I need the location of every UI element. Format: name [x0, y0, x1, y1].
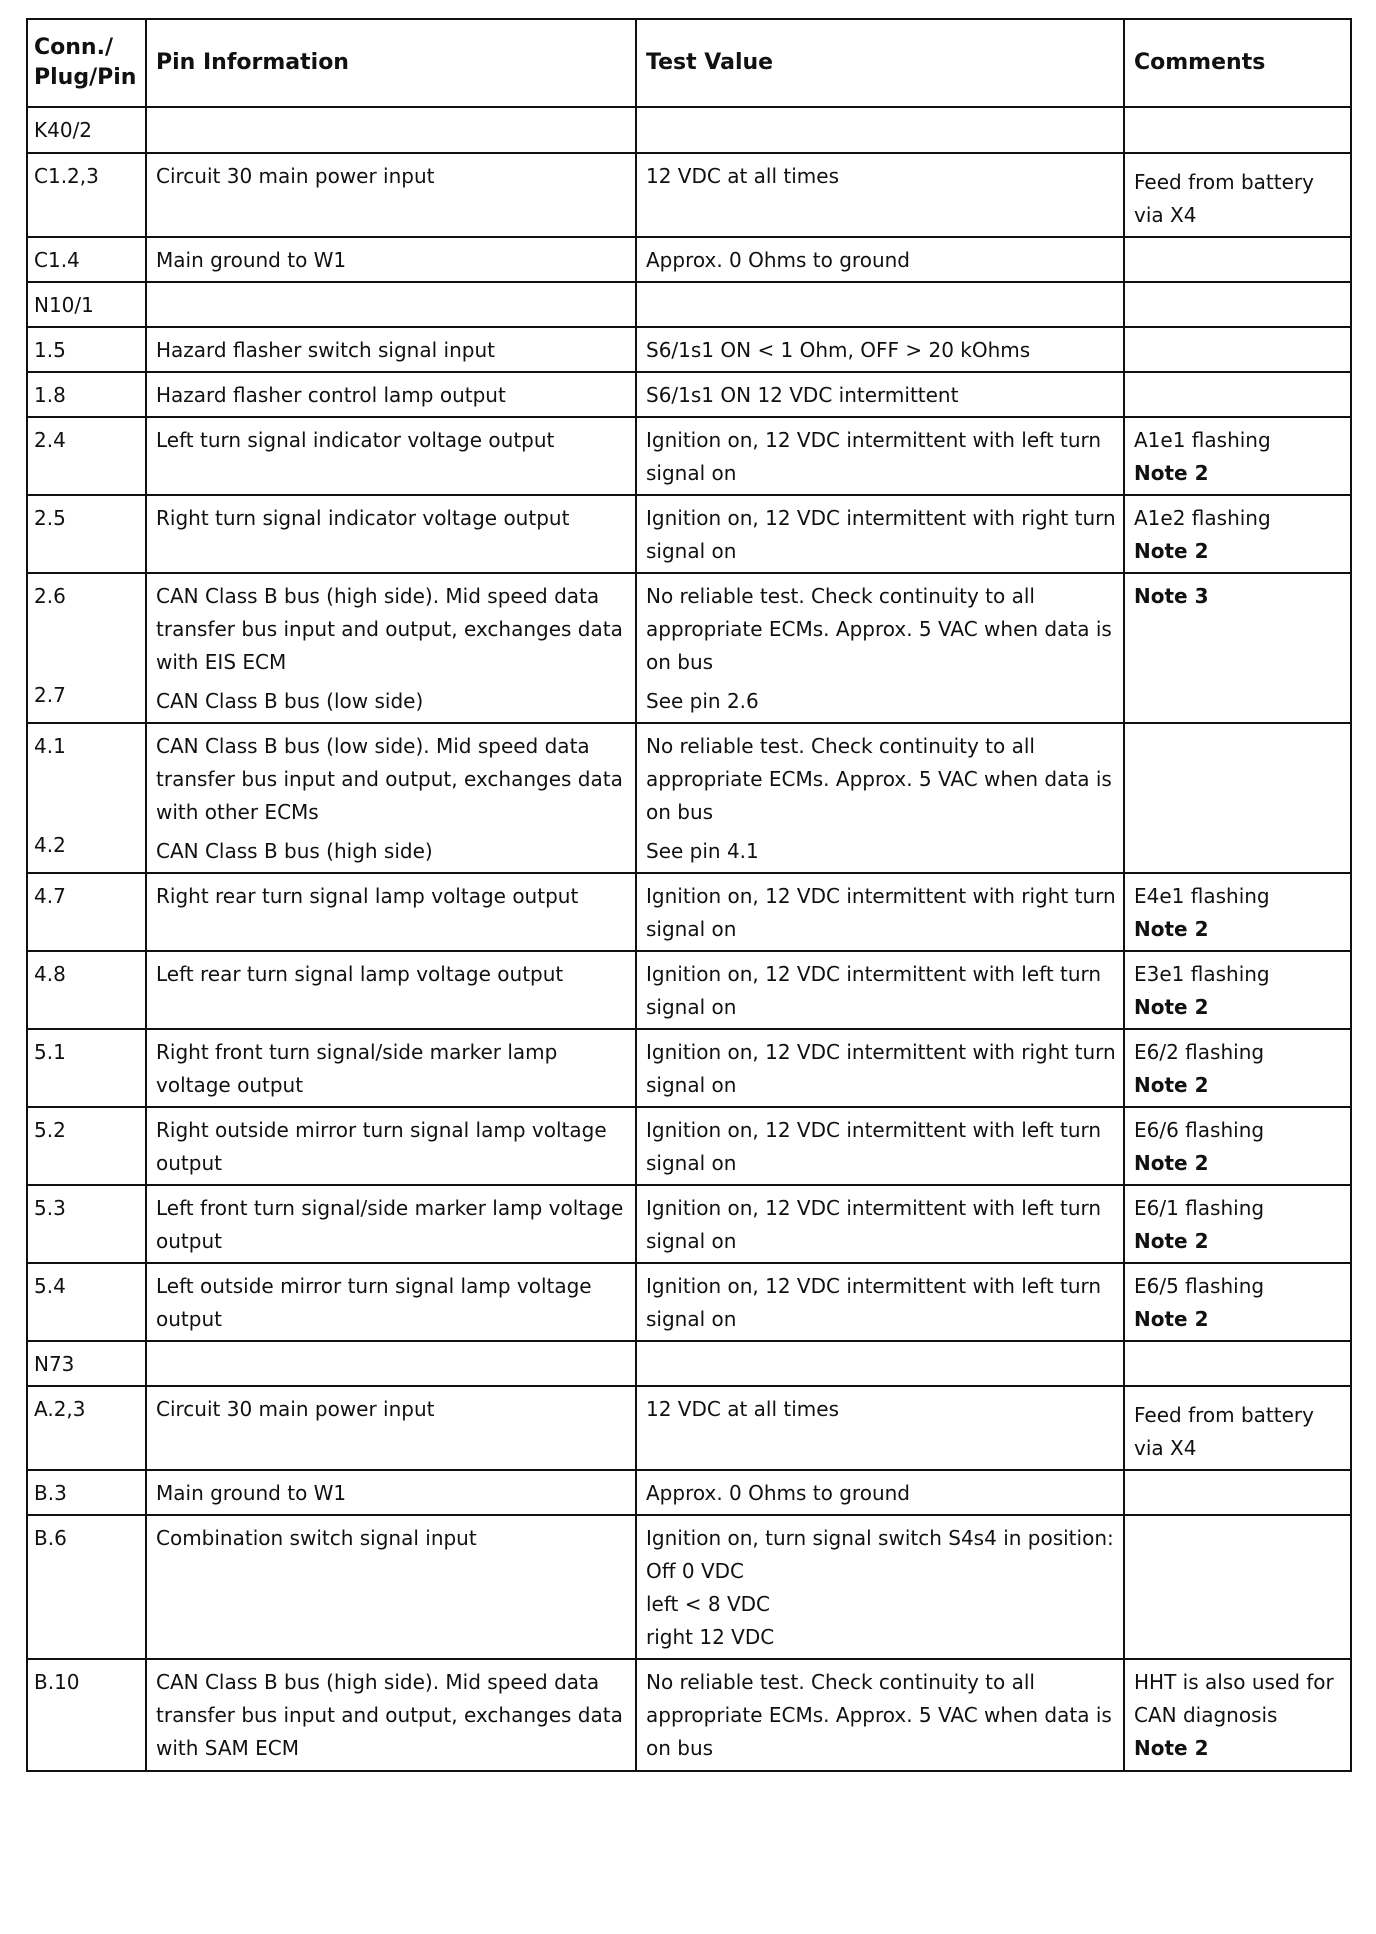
comment-text: A1e2 flashing [1134, 506, 1271, 530]
conn-cell [27, 495, 146, 573]
comment-text: E6/6 flashing [1134, 1118, 1265, 1142]
comment-text: CAN diagnosis [1134, 1703, 1278, 1727]
pin-information-cell [146, 1263, 636, 1341]
conn-cell [27, 417, 146, 495]
table-row [27, 153, 1351, 237]
pin-information-text: CAN Class B bus (low side) [156, 689, 424, 713]
test-value-cell [636, 1659, 1124, 1771]
conn-cell [27, 1386, 146, 1470]
header-comments: Comments [1124, 19, 1351, 107]
comments-cell [1124, 372, 1351, 417]
test-value-cell [636, 417, 1124, 495]
pin-information-text: Left front turn signal/side marker lamp voltage output [156, 1196, 624, 1253]
test-value-text: Ignition on, 12 VDC intermittent with right turn signal on [646, 1040, 1116, 1097]
comment-text: E3e1 flashing [1134, 962, 1270, 986]
comment-text: E6/1 flashing [1134, 1196, 1265, 1220]
comments-cell [1124, 723, 1351, 873]
test-value-text: Ignition on, 12 VDC intermittent with right turn signal on [646, 506, 1116, 563]
conn-pin-id: 4.2 [34, 833, 66, 857]
table-row [27, 417, 1351, 495]
comment-text: E6/5 flashing [1134, 1274, 1265, 1298]
comments-cell [1124, 327, 1351, 372]
pin-information-cell [146, 327, 636, 372]
conn-pin-id: 5.3 [34, 1196, 66, 1220]
conn-cell [27, 153, 146, 237]
test-value-cell [636, 573, 1124, 723]
pin-information-text: CAN Class B bus (high side). Mid speed data transfer bus input and output, exchanges data with EIS ECM [156, 584, 623, 674]
table-row [27, 1515, 1351, 1659]
conn-pin-id: C1.4 [34, 248, 80, 272]
pin-information-cell [146, 282, 636, 327]
test-value-line: left < 8 VDC [646, 1592, 770, 1616]
conn-cell [27, 1185, 146, 1263]
test-value-cell [636, 107, 1124, 153]
comments-cell [1124, 1515, 1351, 1659]
comments-cell [1124, 873, 1351, 951]
comments-cell [1124, 951, 1351, 1029]
table-row [27, 1029, 1351, 1107]
conn-pin-id: 1.5 [34, 338, 66, 362]
test-value-text: No reliable test. Check continuity to all appropriate ECMs. Approx. 5 VAC when data is on bus [646, 1670, 1112, 1760]
pin-information-text: Hazard flasher switch signal input [156, 338, 495, 362]
note-reference: Note 3 [1134, 584, 1209, 608]
comment-text: via X4 [1134, 203, 1197, 227]
comments-cell [1124, 1341, 1351, 1386]
table-row [27, 495, 1351, 573]
pin-information-cell [146, 107, 636, 153]
comments-cell [1124, 282, 1351, 327]
table-row [27, 237, 1351, 282]
comment-text: Feed from battery [1134, 170, 1314, 194]
pin-information-cell [146, 372, 636, 417]
table-row [27, 1107, 1351, 1185]
comments-cell [1124, 417, 1351, 495]
pin-information-cell [146, 873, 636, 951]
pin-information-cell [146, 573, 636, 723]
pin-information-cell [146, 1470, 636, 1515]
pin-information-text: Right front turn signal/side marker lamp voltage output [156, 1040, 558, 1097]
test-value-text: 12 VDC at all times [646, 164, 839, 188]
test-value-cell [636, 1470, 1124, 1515]
comments-cell [1124, 495, 1351, 573]
test-value-cell [636, 327, 1124, 372]
conn-cell [27, 1029, 146, 1107]
test-value-cell [636, 873, 1124, 951]
comments-cell [1124, 573, 1351, 723]
test-value-cell [636, 1386, 1124, 1470]
table-row [27, 573, 1351, 723]
pin-information-text: Circuit 30 main power input [156, 1397, 435, 1421]
test-value-line: Off 0 VDC [646, 1559, 745, 1583]
pin-information-cell [146, 1341, 636, 1386]
conn-pin-id: 2.7 [34, 683, 66, 707]
table-row [27, 951, 1351, 1029]
pin-information-text: CAN Class B bus (high side). Mid speed data transfer bus input and output, exchanges data with SAM ECM [156, 1670, 623, 1760]
comment-text: via X4 [1134, 1436, 1197, 1460]
test-value-cell [636, 1515, 1124, 1659]
conn-cell [27, 372, 146, 417]
note-reference: Note 2 [1134, 1736, 1209, 1760]
conn-cell [27, 873, 146, 951]
conn-pin-id: B.6 [34, 1526, 67, 1550]
conn-cell [27, 951, 146, 1029]
header-pin-information: Pin Information [146, 19, 636, 107]
table-body [27, 107, 1351, 1771]
conn-pin-id: 5.4 [34, 1274, 66, 1298]
comments-cell [1124, 1386, 1351, 1470]
conn-pin-id: 4.1 [34, 734, 66, 758]
conn-pin-id: 4.8 [34, 962, 66, 986]
pin-information-cell [146, 237, 636, 282]
test-value-text: See pin 4.1 [646, 839, 759, 863]
pin-information-cell [146, 1659, 636, 1771]
table-row [27, 873, 1351, 951]
table-row [27, 1263, 1351, 1341]
pin-information-cell [146, 723, 636, 873]
conn-pin-id: K40/2 [34, 118, 93, 142]
pin-information-text: Right outside mirror turn signal lamp voltage output [156, 1118, 607, 1175]
pin-test-table [26, 18, 1352, 1772]
conn-pin-id: 5.2 [34, 1118, 66, 1142]
comment-text: Feed from battery [1134, 1403, 1314, 1427]
pin-information-text: Left turn signal indicator voltage output [156, 428, 555, 452]
test-value-cell [636, 282, 1124, 327]
note-reference: Note 2 [1134, 1151, 1209, 1175]
test-value-cell [636, 495, 1124, 573]
comments-cell [1124, 1263, 1351, 1341]
conn-cell [27, 1107, 146, 1185]
test-value-cell [636, 1341, 1124, 1386]
test-value-text: Ignition on, 12 VDC intermittent with right turn signal on [646, 884, 1116, 941]
test-value-cell [636, 1029, 1124, 1107]
conn-cell [27, 723, 146, 873]
pin-information-cell [146, 153, 636, 237]
test-value-text: Ignition on, 12 VDC intermittent with left turn signal on [646, 1196, 1102, 1253]
note-reference: Note 2 [1134, 461, 1209, 485]
conn-cell [27, 107, 146, 153]
conn-pin-id: 2.6 [34, 584, 66, 608]
conn-cell [27, 1659, 146, 1771]
test-value-cell [636, 951, 1124, 1029]
comment-text: E4e1 flashing [1134, 884, 1270, 908]
table-row [27, 107, 1351, 153]
test-value-cell [636, 723, 1124, 873]
test-value-cell [636, 372, 1124, 417]
pin-information-text: CAN Class B bus (low side). Mid speed data transfer bus input and output, exchanges data with other ECMs [156, 734, 623, 824]
test-value-text: Ignition on, 12 VDC intermittent with left turn signal on [646, 428, 1102, 485]
pin-information-cell [146, 1185, 636, 1263]
comments-cell [1124, 107, 1351, 153]
table-row [27, 1185, 1351, 1263]
test-value-text: Ignition on, 12 VDC intermittent with left turn signal on [646, 962, 1102, 1019]
table-row [27, 282, 1351, 327]
pin-information-text: Left rear turn signal lamp voltage output [156, 962, 564, 986]
conn-pin-id: A.2,3 [34, 1397, 86, 1421]
pin-information-text: Circuit 30 main power input [156, 164, 435, 188]
pin-information-text: Main ground to W1 [156, 248, 347, 272]
table-header-row [27, 19, 1351, 107]
comments-cell [1124, 1470, 1351, 1515]
note-reference: Note 2 [1134, 539, 1209, 563]
conn-cell [27, 327, 146, 372]
pin-information-cell [146, 495, 636, 573]
note-reference: Note 2 [1134, 917, 1209, 941]
conn-pin-id: 2.5 [34, 506, 66, 530]
conn-cell [27, 1341, 146, 1386]
comments-cell [1124, 237, 1351, 282]
conn-cell [27, 1470, 146, 1515]
conn-cell [27, 1263, 146, 1341]
test-value-cell [636, 1263, 1124, 1341]
pin-information-text: Combination switch signal input [156, 1526, 477, 1550]
conn-pin-id: C1.2,3 [34, 164, 99, 188]
pin-information-text: Hazard flasher control lamp output [156, 383, 506, 407]
conn-pin-id: N10/1 [34, 293, 94, 317]
table-row [27, 723, 1351, 873]
pin-information-text: CAN Class B bus (high side) [156, 839, 433, 863]
test-value-text: No reliable test. Check continuity to all appropriate ECMs. Approx. 5 VAC when data is on bus [646, 584, 1112, 674]
conn-cell [27, 1515, 146, 1659]
pin-information-cell [146, 1515, 636, 1659]
test-value-cell [636, 1185, 1124, 1263]
test-value-text: Ignition on, 12 VDC intermittent with left turn signal on [646, 1118, 1102, 1175]
table-row [27, 1386, 1351, 1470]
pin-information-text: Main ground to W1 [156, 1481, 347, 1505]
conn-pin-id: 2.4 [34, 428, 66, 452]
conn-pin-id: 5.1 [34, 1040, 66, 1064]
pin-information-cell [146, 951, 636, 1029]
table-row [27, 1341, 1351, 1386]
test-value-text: Approx. 0 Ohms to ground [646, 248, 910, 272]
conn-pin-id: N73 [34, 1352, 75, 1376]
pin-information-text: Right rear turn signal lamp voltage output [156, 884, 579, 908]
test-value-text: No reliable test. Check continuity to all appropriate ECMs. Approx. 5 VAC when data is on bus [646, 734, 1112, 824]
conn-pin-id: 1.8 [34, 383, 66, 407]
test-value-line: right 12 VDC [646, 1625, 775, 1649]
table-row [27, 1470, 1351, 1515]
header-conn: Conn./ Plug/Pin [27, 19, 146, 107]
conn-pin-id: B.3 [34, 1481, 67, 1505]
conn-pin-id: 4.7 [34, 884, 66, 908]
pin-information-text: Right turn signal indicator voltage output [156, 506, 570, 530]
comment-text: HHT is also used for [1134, 1670, 1334, 1694]
pin-information-cell [146, 1386, 636, 1470]
conn-cell [27, 573, 146, 723]
test-value-cell [636, 153, 1124, 237]
note-reference: Note 2 [1134, 1307, 1209, 1331]
conn-cell [27, 282, 146, 327]
test-value-text: 12 VDC at all times [646, 1397, 839, 1421]
table-row [27, 372, 1351, 417]
table-row [27, 327, 1351, 372]
comments-cell [1124, 1185, 1351, 1263]
test-value-text: S6/1s1 ON 12 VDC intermittent [646, 383, 959, 407]
comment-text: E6/2 flashing [1134, 1040, 1265, 1064]
comment-text: A1e1 flashing [1134, 428, 1271, 452]
pin-information-cell [146, 417, 636, 495]
note-reference: Note 2 [1134, 1073, 1209, 1097]
table-row [27, 1659, 1351, 1771]
pin-information-text: Left outside mirror turn signal lamp voltage output [156, 1274, 592, 1331]
pin-test-table-document [26, 18, 1350, 1772]
test-value-line: Ignition on, turn signal switch S4s4 in position: [646, 1526, 1114, 1550]
test-value-cell [636, 237, 1124, 282]
comments-cell [1124, 153, 1351, 237]
test-value-text: S6/1s1 ON < 1 Ohm, OFF > 20 kOhms [646, 338, 1031, 362]
header-test-value: Test Value [636, 19, 1124, 107]
note-reference: Note 2 [1134, 1229, 1209, 1253]
comments-cell [1124, 1659, 1351, 1771]
test-value-cell [636, 1107, 1124, 1185]
conn-pin-id: B.10 [34, 1670, 80, 1694]
test-value-text: Ignition on, 12 VDC intermittent with left turn signal on [646, 1274, 1102, 1331]
test-value-text: See pin 2.6 [646, 689, 759, 713]
note-reference: Note 2 [1134, 995, 1209, 1019]
comments-cell [1124, 1029, 1351, 1107]
test-value-text: Approx. 0 Ohms to ground [646, 1481, 910, 1505]
conn-cell [27, 237, 146, 282]
pin-information-cell [146, 1107, 636, 1185]
pin-information-cell [146, 1029, 636, 1107]
comments-cell [1124, 1107, 1351, 1185]
